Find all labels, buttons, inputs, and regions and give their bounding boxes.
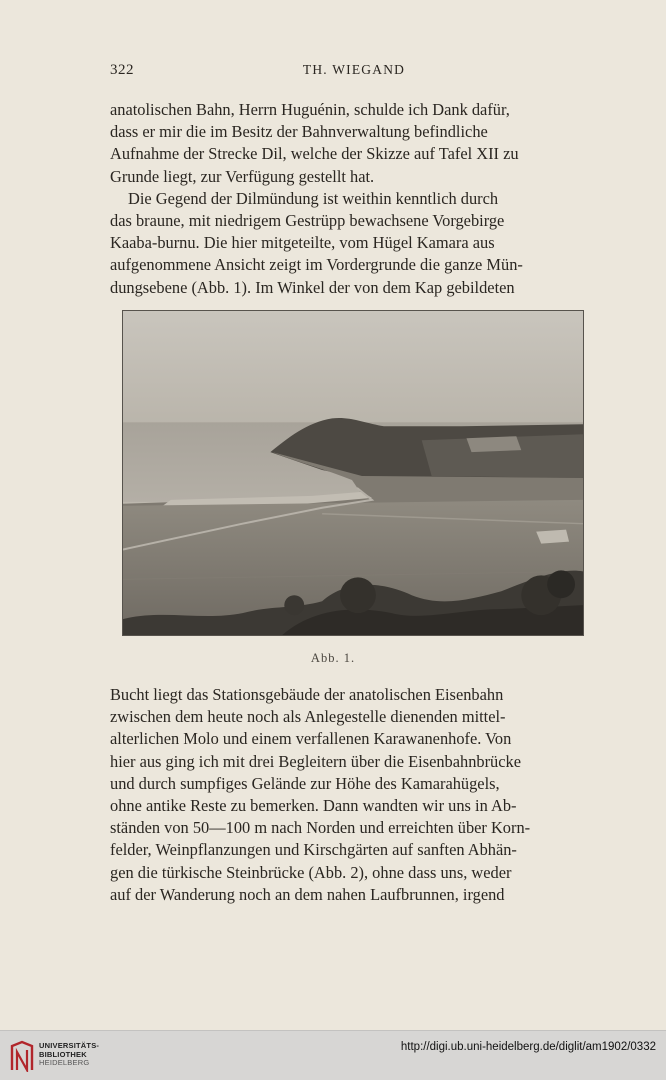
footer-bar	[0, 1030, 666, 1080]
library-name-line: UNIVERSITÄTS-	[39, 1041, 100, 1050]
library-name[interactable]	[39, 1042, 99, 1068]
text-line: Aufnahme der Strecke Dil, welche der Skizze auf Tafel XII zu	[110, 144, 519, 164]
figure-caption: Abb. 1.	[310, 651, 356, 665]
text-line: Grunde liegt, zur Verfügung gestellt hat.	[110, 166, 375, 186]
text-line: dass er mir die im Besitz der Bahnverwaltung befindliche	[110, 122, 488, 142]
body-text-bottom	[110, 684, 598, 906]
sky	[123, 311, 583, 430]
text-line: alterlichen Molo und einem verfallenen Karawanenhofe. Von	[110, 729, 512, 749]
library-logo-icon[interactable]	[9, 1040, 35, 1072]
text-line: Bucht liegt das Stationsgebäude der anatolischen Eisenbahn	[110, 685, 504, 704]
page-header	[110, 62, 598, 84]
text-line: ohne antike Reste zu bemerken. Dann wandten wir uns in Ab-	[110, 796, 517, 816]
text-line: auf der Wanderung noch an dem nahen Laufbrunnen, irgend	[110, 884, 505, 904]
running-head: TH. WIEGAND	[302, 62, 406, 77]
text-line: gen die türkische Steinbrücke (Abb. 2), ohne dass uns, weder	[110, 862, 512, 882]
bush	[547, 570, 575, 598]
text-line: anatolischen Bahn, Herrn Huguénin, schulde ich Dank dafür,	[110, 100, 510, 119]
library-name-line: BIBLIOTHEK	[39, 1049, 87, 1059]
text-line: zwischen dem heute noch als Anlegestelle dienenden mittel-	[110, 707, 506, 727]
bush	[340, 577, 376, 613]
text-line: und durch sumpfiges Gelände zur Höhe des Kamarahügels,	[110, 773, 500, 793]
text-line: aufgenommene Ansicht zeigt im Vordergrunde die ganze Mün-	[110, 255, 523, 275]
photo-graphic	[123, 311, 583, 635]
text-line: felder, Weinpflanzungen und Kirschgärten auf sanften Abhän-	[110, 840, 517, 860]
text-line: das braune, mit niedrigem Gestrüpp bewachsene Vorgebirge	[110, 211, 505, 231]
landscape-photo	[122, 310, 584, 636]
source-url-link[interactable]: http://digi.ub.uni-heidelberg.de/diglit/am1902/0332	[400, 1041, 656, 1053]
bush	[284, 595, 304, 615]
text-line: ständen von 50—100 m nach Norden und erreichten über Korn-	[110, 818, 531, 838]
hill-patch	[467, 436, 522, 452]
water-patch	[536, 530, 569, 544]
text-line: Kaaba-burnu. Die hier mitgeteilte, vom Hügel Kamara aus	[110, 233, 495, 253]
body-text-top	[110, 99, 598, 299]
text-line: hier aus ging ich mit drei Begleitern über die Eisenbahnbrücke	[110, 751, 521, 771]
text-line: Die Gegend der Dilmündung ist weithin kenntlich durch	[128, 188, 499, 208]
library-name-line: HEIDELBERG	[39, 1058, 90, 1068]
text-line: dungsebene (Abb. 1). Im Winkel der von dem Kap gebildeten	[110, 277, 515, 297]
page-number: 322	[110, 62, 134, 78]
